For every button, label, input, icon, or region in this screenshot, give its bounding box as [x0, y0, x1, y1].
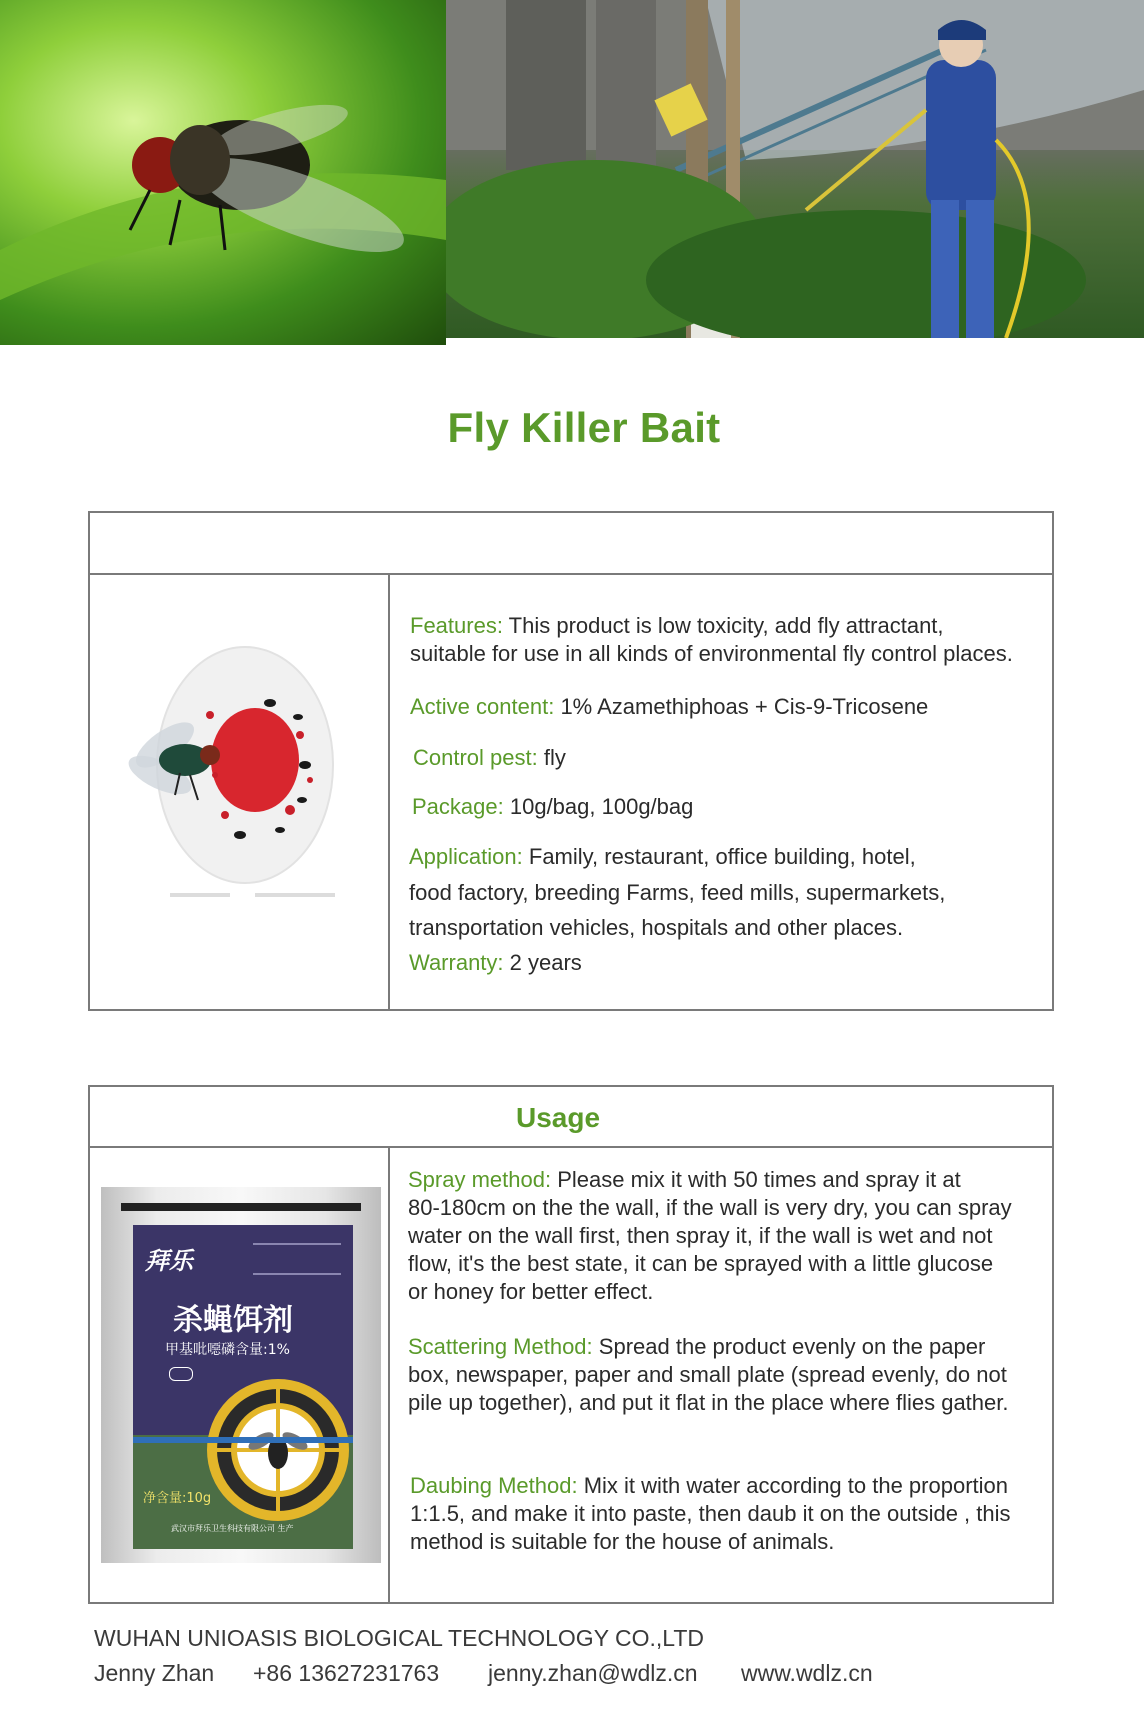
application-label: Application: — [409, 844, 523, 869]
table-header-row — [90, 513, 1052, 575]
warranty-value: 2 years — [509, 950, 582, 975]
daub-text-3: method is suitable for the house of animals. — [410, 1529, 835, 1554]
spray-text-3: water on the wall first, then spray it, if the wall is wet and not — [408, 1223, 993, 1248]
usage-title: Usage — [515, 1102, 601, 1133]
footer-company: WUHAN UNIOASIS BIOLOGICAL TECHNOLOGY CO.,LTD — [94, 1625, 705, 1651]
spray-line-1 — [408, 1166, 961, 1194]
application-text-2: food factory, breeding Farms, feed mills, supermarkets, — [409, 880, 946, 905]
page-title: Fly Killer Bait — [447, 404, 721, 451]
footer-email[interactable]: jenny.zhan@wdlz.cn — [488, 1660, 698, 1686]
column-divider — [388, 1146, 390, 1602]
features-text-2: suitable for use in all kinds of environmental fly control places. — [410, 641, 1013, 666]
control-pest-value: fly — [543, 745, 566, 770]
column-divider — [388, 573, 390, 1009]
active-content-label: Active content: — [410, 694, 555, 719]
package-maker: 武汉市拜乐卫生科技有限公司 生产 — [171, 1524, 294, 1533]
package-net-weight: 净含量:10g — [143, 1491, 212, 1506]
footer-phone: +86 13627231763 — [253, 1660, 440, 1686]
spray-text-1: Please mix it with 50 times and spray it at — [557, 1167, 961, 1192]
product-package-image — [101, 1187, 381, 1563]
features-label: Features: — [410, 613, 503, 638]
daub-label: Daubing Method: — [410, 1473, 578, 1498]
package-label: Package: — [412, 794, 504, 819]
usage-table — [88, 1085, 1054, 1604]
daub-text-2: 1:1.5, and make it into paste, then daub it on the outside , this — [410, 1501, 1011, 1526]
features-line-1 — [410, 612, 944, 640]
active-content-field — [410, 693, 928, 721]
application-text-1: Family, restaurant, office building, hotel, — [528, 844, 916, 869]
package-brand: 拜乐 — [145, 1247, 193, 1275]
scatter-text-2: box, newspaper, paper and small plate (spread evenly, do not — [408, 1362, 1007, 1387]
package-field — [412, 793, 693, 821]
scatter-label: Scattering Method: — [408, 1334, 593, 1359]
product-info-table — [88, 511, 1054, 1011]
spray-text-2: 80-180cm on the the wall, if the wall is very dry, you can spray — [408, 1195, 1012, 1220]
control-pest-label: Control pest: — [413, 745, 538, 770]
spray-label: Spray method: — [408, 1167, 552, 1192]
warranty-field — [409, 949, 582, 977]
hero-banner — [0, 0, 1144, 345]
control-pest-field — [413, 744, 566, 772]
bait-plate-image — [120, 585, 360, 905]
warranty-label: Warranty: — [409, 950, 504, 975]
usage-header-row — [90, 1087, 1052, 1148]
footer-contact: Jenny Zhan — [94, 1660, 215, 1686]
target-fly-emblem-icon — [203, 1375, 353, 1525]
spray-text-4: flow, it's the best state, it can be sprayed with a little glucose — [408, 1251, 994, 1276]
scatter-text-1: Spread the product evenly on the paper — [598, 1334, 986, 1359]
package-product-name: 杀蝇饵剂 — [173, 1303, 293, 1338]
fly-photo — [0, 0, 446, 345]
application-text-3: transportation vehicles, hospitals and other places. — [409, 915, 904, 940]
daub-text-1: Mix it with water according to the proportion — [583, 1473, 1008, 1498]
spray-text-5: or honey for better effect. — [408, 1279, 654, 1304]
spraying-photo — [446, 0, 1144, 338]
package-value: 10g/bag, 100g/bag — [509, 794, 694, 819]
footer-website[interactable]: www.wdlz.cn — [741, 1660, 873, 1686]
features-text-1: This product is low toxicity, add fly attractant, — [508, 613, 944, 638]
active-content-value: 1% Azamethiphoas + Cis-9-Tricosene — [560, 694, 929, 719]
scatter-text-3: pile up together), and put it flat in the place where flies gather. — [408, 1390, 1009, 1415]
package-content: 甲基吡噁磷含量:1% — [165, 1342, 290, 1358]
application-line-1 — [409, 843, 916, 871]
scatter-line-1 — [408, 1333, 985, 1361]
daub-line-1 — [410, 1472, 1008, 1500]
